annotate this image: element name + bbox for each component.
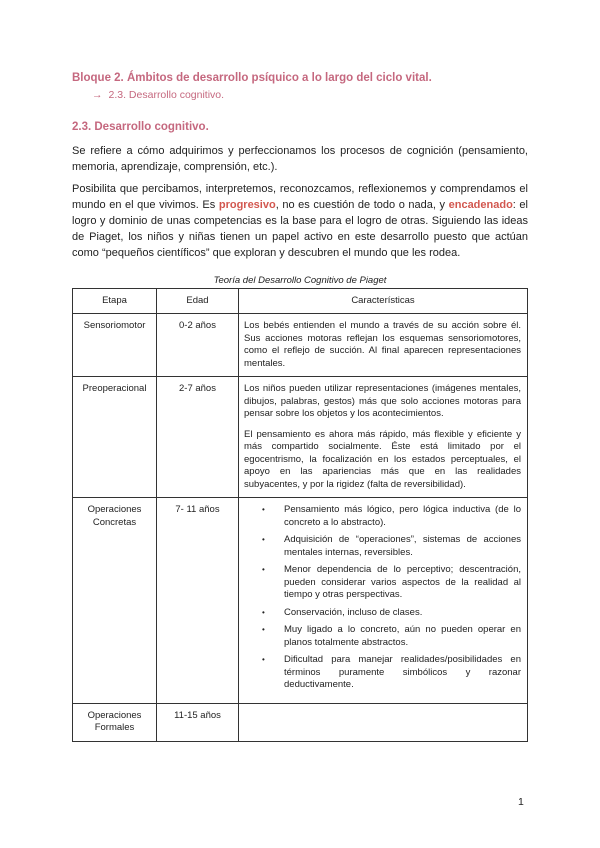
table-row	[73, 703, 528, 741]
list-item-text: Menor dependencia de lo perceptivo; descentración, pueden considerar varios aspectos de la realidad al tiempo y otras perspectivas.	[284, 564, 521, 600]
paragraph-text: : el logro y dominio de unas competencias es la base para el logro de otras. Siguiendo las ideas de Piaget, los niños y niñas tienen un papel activo en este desarrollo puesto que actúan como “pequeños científicos” que exploran y descubren el mundo que les rodea.	[72, 199, 528, 259]
age-cell: 0-2 años	[157, 314, 239, 377]
header-edad: Edad	[157, 289, 239, 314]
stage-cell: Preoperacional	[73, 377, 157, 498]
highlight-progresivo: progresivo	[218, 199, 276, 211]
subsection-nav	[92, 89, 224, 101]
bullet-icon: •	[262, 607, 265, 617]
header-etapa: Etapa	[73, 289, 157, 314]
bullet-icon: •	[262, 535, 265, 544]
characteristics-cell	[239, 377, 528, 498]
intro-paragraph: Se refiere a cómo adquirimos y perfeccionamos los procesos de cognición (pensamiento, memoria, aprendizaje, comprensión, etc.).	[72, 145, 528, 173]
characteristics-list	[244, 504, 521, 692]
age-cell: 2-7 años	[157, 377, 239, 498]
bullet-icon: •	[262, 625, 265, 634]
header-caracteristicas: Características	[239, 289, 528, 314]
piaget-stages-table	[72, 288, 528, 742]
subsection-label: 2.3. Desarrollo cognitivo.	[108, 89, 225, 101]
table-caption: Teoría del Desarrollo Cognitivo de Piaget	[213, 275, 387, 286]
table-row	[73, 377, 528, 498]
highlight-encadenado: encadenado	[448, 199, 513, 211]
table-header-row	[73, 289, 528, 314]
characteristics-cell	[239, 703, 528, 741]
characteristics-cell	[239, 498, 528, 704]
bullet-icon: •	[262, 655, 265, 664]
stage-cell: Sensoriomotor	[73, 314, 157, 377]
list-item	[260, 624, 521, 649]
bullet-icon: •	[262, 505, 265, 514]
characteristics-text: Los niños pueden utilizar representaciones (imágenes mentales, dibujos, palabras, gestos) más que solo acciones motoras para pensar sobre los objetos y los acontecimientos.	[244, 383, 521, 419]
table-row	[73, 314, 528, 377]
characteristics-text: El pensamiento es ahora más rápido, más flexible y eficiente y más compartido socialmente. Éste está limitado por el egocentrismo, la focalización en los estados perceptuales, el apoyo en las apariencias más que en las realidades subyacentes, y por la rigidez (falta de reversibilidad).	[244, 428, 521, 490]
paragraph-text: Posibilita que percibamos, interpretemos, reconozcamos, reflexionemos y comprendamos el mundo en el que vivimos. Es	[72, 183, 528, 211]
list-item	[260, 654, 521, 692]
list-item	[260, 564, 521, 602]
bullet-icon: •	[262, 565, 265, 574]
stage-cell: Operaciones Concretas	[73, 498, 157, 704]
age-cell: 7- 11 años	[157, 498, 239, 704]
stage-cell: Operaciones Formales	[73, 703, 157, 741]
section-title: 2.3. Desarrollo cognitivo.	[72, 121, 209, 133]
age-cell: 11-15 años	[157, 703, 239, 741]
list-item-text: Conservación, incluso de clases.	[284, 606, 423, 618]
characteristics-cell	[239, 314, 528, 377]
list-item-text: Dificultad para manejar realidades/posibilidades en términos puramente simbólicos y razonar deductivamente.	[284, 654, 521, 690]
arrow-right-icon: →	[92, 89, 103, 101]
list-item	[260, 504, 521, 529]
page-number: 1	[518, 796, 524, 808]
body-paragraph	[72, 181, 528, 261]
list-item-text: Pensamiento más lógico, pero lógica inductiva (de lo concreto a lo abstracto).	[284, 504, 521, 528]
list-item	[260, 534, 521, 559]
list-item	[260, 607, 521, 620]
list-item-text: Adquisición de “operaciones”, sistemas de acciones mentales internas, reversibles.	[284, 534, 521, 558]
paragraph-text: , no es cuestión de todo o nada, y	[275, 199, 449, 211]
table-row	[73, 498, 528, 704]
list-item-text: Muy ligado a lo concreto, aún no pueden operar en planos totalmente abstractos.	[284, 624, 521, 648]
characteristics-text: Los bebés entienden el mundo a través de su acción sobre él. Sus acciones motoras reflejan los esquemas sensoriomotores, como el reflejo de succión. Al final aparecen representaciones mentales.	[244, 320, 521, 369]
block-title: Bloque 2. Ámbitos de desarrollo psíquico a lo largo del ciclo vital.	[72, 72, 432, 84]
